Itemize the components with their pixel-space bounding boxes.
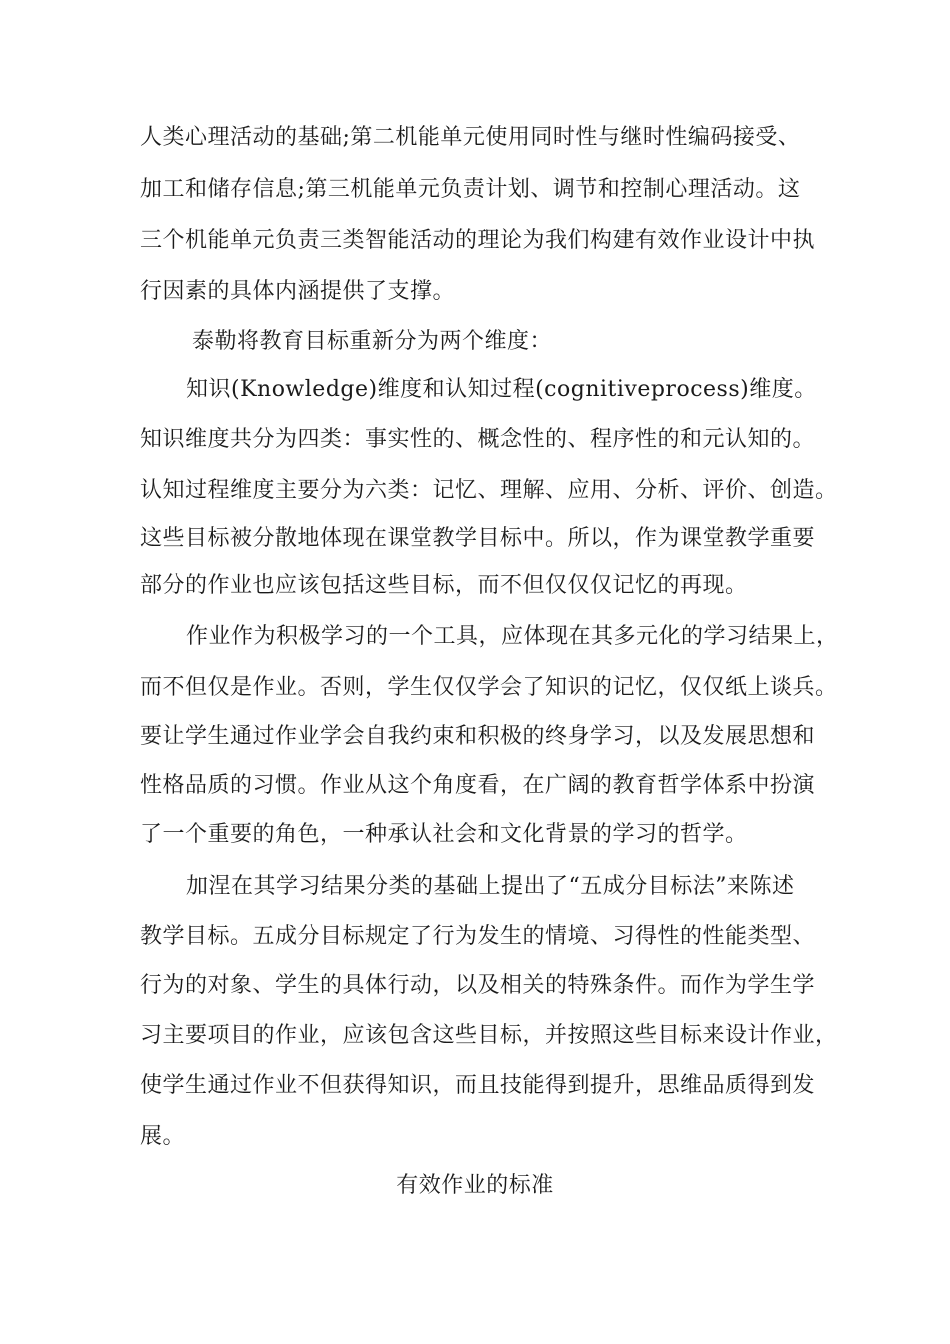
text-line: 三个机能单元负责三类智能活动的理论为我们构建有效作业设计中执 — [140, 228, 816, 253]
text-line: 习主要项目的作业，应该包含这些目标，并按照这些目标来设计作业， — [140, 1023, 838, 1048]
text-line: 行因素的具体内涵提供了支撑。 — [140, 279, 456, 304]
text-line: 人类心理活动的基础;第二机能单元使用同时性与继时性编码接受、 — [140, 125, 801, 150]
text-line: 加工和储存信息;第三机能单元负责计划、调节和控制心理活动。这 — [140, 177, 801, 202]
text-line: 而不但仅是作业。否则，学生仅仅学会了知识的记忆，仅仅纸上谈兵。 — [140, 675, 838, 700]
text-line: 这些目标被分散地体现在课堂教学目标中。所以，作为课堂教学重要 — [140, 526, 816, 551]
text-line: 行为的对象、学生的具体行动，以及相关的特殊条件。而作为学生学 — [140, 973, 816, 998]
text-line: 知识(Knowledge)维度和认知过程(cognitiveprocess)维度。 — [186, 377, 817, 402]
text-line: 教学目标。五成分目标规定了行为发生的情境、习得性的性能类型、 — [140, 924, 816, 949]
text-line: 展。 — [140, 1124, 186, 1149]
text-line: 泰勒将教育目标重新分为两个维度： — [192, 329, 553, 354]
text-line: 了一个重要的角色，一种承认社会和文化背景的学习的哲学。 — [140, 822, 748, 847]
text-line: 性格品质的习惯。作业从这个角度看，在广阔的教育哲学体系中扮演 — [140, 773, 816, 798]
text-line: 加涅在其学习结果分类的基础上提出了“五成分目标法”来陈述 — [186, 874, 795, 899]
text-line: 认知过程维度主要分为六类：记忆、理解、应用、分析、评价、创造。 — [140, 478, 838, 503]
text-line: 使学生通过作业不但获得知识，而且技能得到提升，思维品质得到发 — [140, 1073, 816, 1098]
text-line: 知识维度共分为四类：事实性的、概念性的、程序性的和元认知的。 — [140, 427, 816, 452]
text-line: 要让学生通过作业学会自我约束和积极的终身学习，以及发展思想和 — [140, 724, 816, 749]
section-heading: 有效作业的标准 — [396, 1173, 554, 1198]
text-line: 作业作为积极学习的一个工具，应体现在其多元化的学习结果上， — [186, 624, 839, 649]
text-line: 部分的作业也应该包括这些目标，而不但仅仅仅记忆的再现。 — [140, 573, 748, 598]
